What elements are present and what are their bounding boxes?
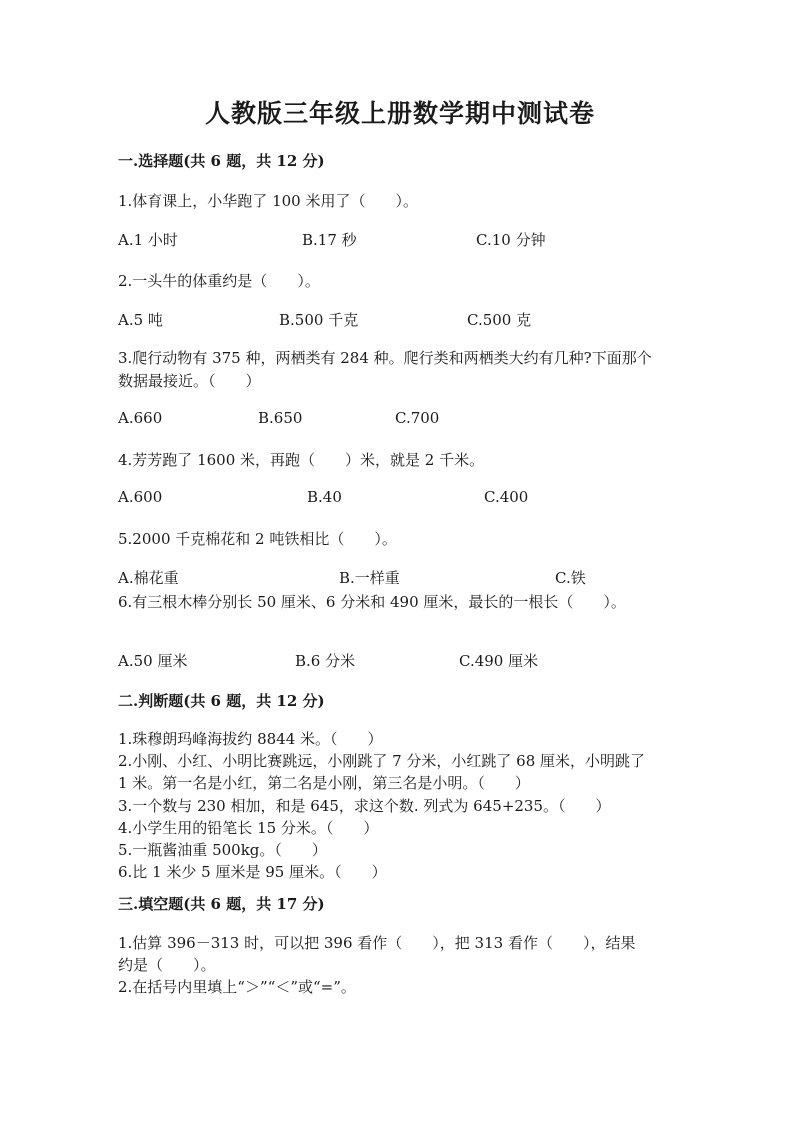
option-b: B.500 千克	[279, 311, 359, 329]
question-stem: 4.芳芳跑了 1600 米，再跑（ ）米，就是 2 千米。	[118, 451, 485, 469]
section-heading-judgement: 二.判断题(共 6 题，共 12 分)	[118, 692, 325, 710]
statement-line: 6.比 1 米少 5 厘米是 95 厘米。（ ）	[118, 863, 387, 881]
fill-line: 约是（ ）。	[118, 956, 216, 974]
statement-line: 3.一个数与 230 相加，和是 645，求这个数. 列式为 645+235。（ ）	[118, 797, 611, 815]
fill-line: 1.估算 396－313 时，可以把 396 看作（ ），把 313 看作（ ），结果	[118, 934, 636, 952]
option-a: A.棉花重	[118, 569, 179, 587]
option-a: A.600	[118, 488, 163, 506]
option-b: B.17 秒	[302, 231, 357, 249]
option-b: B.650	[258, 409, 303, 427]
section-heading-choice: 一.选择题(共 6 题，共 12 分)	[118, 152, 325, 170]
page-title: 人教版三年级上册数学期中测试卷	[204, 99, 595, 128]
option-c: C.500 克	[467, 311, 532, 329]
statement-line: 4.小学生用的铅笔长 15 分米。（ ）	[118, 819, 379, 837]
option-b: B.6 分米	[295, 652, 356, 670]
statement-line: 2.小刚、小红、小明比赛跳远，小刚跳了 7 分米，小红跳了 68 厘米，小明跳了	[118, 752, 646, 770]
option-c: C.10 分钟	[476, 231, 546, 249]
question-stem: 5.2000 千克棉花和 2 吨铁相比（ ）。	[118, 530, 397, 548]
option-c: C.铁	[555, 569, 586, 587]
statement-line: 1 米。第一名是小红，第二名是小刚，第三名是小明。（ ）	[118, 774, 530, 792]
option-a: A.50 厘米	[118, 652, 188, 670]
option-b: B.一样重	[339, 569, 400, 587]
option-c: C.490 厘米	[459, 652, 539, 670]
question-stem: 2.一头牛的体重约是（ ）。	[118, 272, 320, 290]
question-stem: 6.有三根木棒分别长 50 厘米、6 分米和 490 厘米，最长的一根长（ ）。	[118, 593, 626, 611]
option-b: B.40	[307, 488, 342, 506]
question-stem: 1.体育课上，小华跑了 100 米用了（ ）。	[118, 192, 418, 210]
option-a: A.1 小时	[118, 231, 178, 249]
option-c: C.400	[484, 488, 529, 506]
option-a: A.660	[118, 409, 163, 427]
question-stem-line: 3.爬行动物有 375 种，两栖类有 284 种。爬行类和两栖类大约有几种?下面那个	[118, 349, 652, 367]
fill-line: 2.在括号内里填上“＞”“＜”或“=”。	[118, 978, 356, 996]
statement-line: 1.珠穆朗玛峰海拔约 8844 米。（ ）	[118, 730, 383, 748]
question-stem-line: 数据最接近。（ ）	[118, 372, 261, 390]
section-heading-fill-in: 三.填空题(共 6 题，共 17 分)	[118, 895, 325, 913]
statement-line: 5.一瓶酱油重 500kg。（ ）	[118, 841, 327, 859]
option-a: A.5 吨	[118, 311, 163, 329]
option-c: C.700	[395, 409, 440, 427]
